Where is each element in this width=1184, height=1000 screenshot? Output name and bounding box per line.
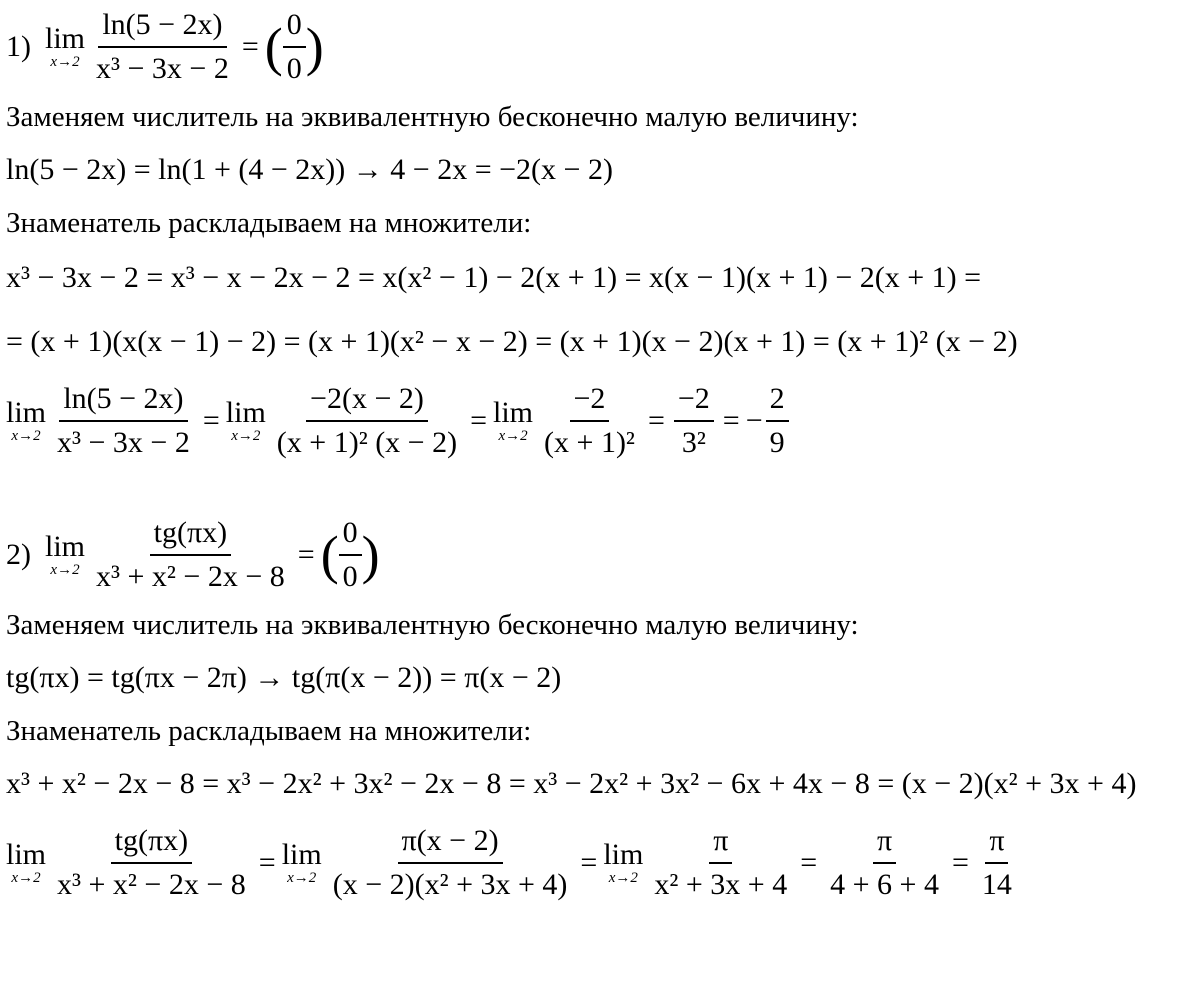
result-fraction-2: $\frac{\pi(x - 2)}{\text{(x − 2)(x² + 3x + 4)}}$ [332,824,568,901]
limit-operator: lim x→2 [45,22,86,70]
problem1-factor-line2: = (x + 1)(x(x − 1) − 2) = (x + 1)(x² − x − 2) = (x + 1)(x − 2)(x + 1) = (x + 1)² (x − 2) [6,325,1018,358]
result-fraction-1: $\frac{\ln(5 - 2x)}{\text{x³ − 3x − 2}}$ [57,382,190,459]
limit-operator: lim x→2 [493,396,534,444]
limit-operator: lim x→2 [603,838,644,886]
problem2-factor-line1: x³ + x² − 2x − 8 = x³ − 2x² + 3x² − 2x − 8 = x³ − 2x² + 3x² − 6x + 4x − 8 = (x − 2)(x² + 3x + 4) [6,767,1137,800]
problem1-denominator-text: Знаменатель раскладываем на множители: [6,207,532,239]
problem2-label: 2) [6,538,31,571]
result-fraction-1: $\frac{tg(\pi x)}{\text{x³ + x² − 2x − 8}}$ [57,824,246,901]
problem2-result: lim x→2 $\frac{tg(\pi x)}{\text{x³ + x² − 2x − 8}}$ = lim x→2 $\frac{\pi(x - 2)}{\text{(x − 2)(x² + 3x + 4)}}$ = lim x→2 $\frac{\pi}{\text{x² + 3x + 4}}$ = $\frac{\pi}{4 + 6 + 4}$ = $\frac{\pi}{14}$ [6,822,1019,904]
indeterminate-form: $\frac{0}{0}$ [339,514,362,596]
problem1-numerator-equivalence: ln(5 − 2x) = ln(1 + (4 − 2x)) → 4 − 2x = −2(x − 2) [6,153,613,186]
problem1-result: lim x→2 $\frac{\ln(5 - 2x)}{\text{x³ − 3x − 2}}$ = lim x→2 $\frac{-2(x - 2)}{\text{(x + 1)² (x − 2)}}$ = lim x→2 $\frac{-2}{\text{(x + 1)²}}$ = $\frac{-2}{\text{3²}}$ = − $\frac{2}{9}$ [6,380,792,462]
limit-operator: lim x→2 [45,530,86,578]
limit-fraction: $\frac{tg(\pi x)}{\text{x³ + x² − 2x − 8}}$ [96,516,285,593]
problem2-header: 2) lim x→2 $\frac{tg(\pi x)}{\text{x³ + x² − 2x − 8}}$ = ( $\frac{0}{0}$ ) [6,514,380,596]
problem1-factor-line1: x³ − 3x − 2 = x³ − x − 2x − 2 = x(x² − 1) − 2(x + 1) = x(x − 1)(x + 1) − 2(x + 1) = [6,261,982,294]
problem2-denominator-text: Знаменатель раскладываем на множители: [6,715,532,747]
limit-operator: lim x→2 [6,396,47,444]
result-fraction-3: $\frac{\pi}{\text{x² + 3x + 4}}$ [654,824,788,901]
problem2-numerator-text: Заменяем числитель на эквивалентную бесконечно малую величину: [6,609,859,641]
problem1-header: 1) lim x→2 $\frac{\ln(5 - 2x)}{\text{x³ − 3x − 2}}$ = ( $\frac{0}{0}$ ) [6,6,324,88]
result-fraction-final: $\frac{\pi}{14}$ [981,824,1012,901]
result-fraction-final: $\frac{2}{9}$ [766,380,789,462]
problem2-numerator-equivalence: tg(πx) = tg(πx − 2π) → tg(π(x − 2)) = π(x − 2) [6,661,562,694]
problem1-numerator-text: Заменяем числитель на эквивалентную бесконечно малую величину: [6,101,859,133]
final-sign: − [745,404,763,437]
limit-operator: lim x→2 [6,838,47,886]
limit-operator: lim x→2 [225,396,266,444]
result-fraction-3: $\frac{-2}{\text{(x + 1)²}}$ [544,382,635,459]
limit-operator: lim x→2 [281,838,322,886]
problem1-label: 1) [6,30,31,63]
indeterminate-form: $\frac{0}{0}$ [283,6,306,88]
result-fraction-4: $\frac{-2}{\text{3²}}$ [674,380,714,462]
limit-fraction: $\frac{\ln(5 - 2x)}{\text{x³ − 3x − 2}}$ [96,8,229,85]
result-fraction-4: $\frac{\pi}{4 + 6 + 4}$ [830,824,939,901]
result-fraction-2: $\frac{-2(x - 2)}{\text{(x + 1)² (x − 2)}}$ [276,382,458,459]
